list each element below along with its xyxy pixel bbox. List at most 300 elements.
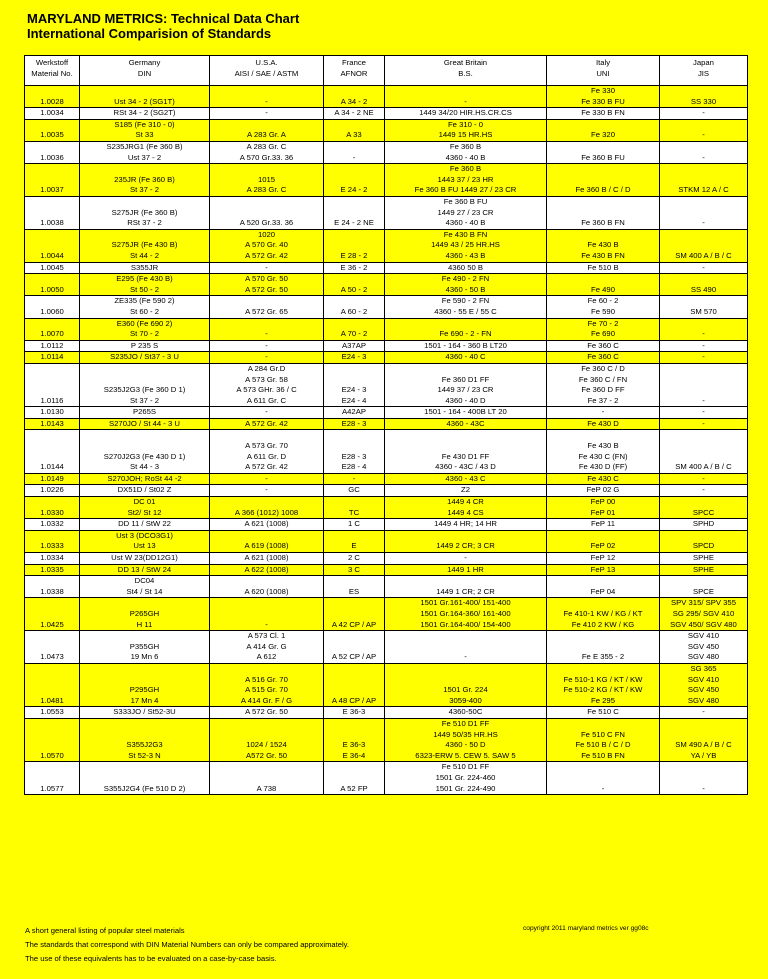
cell-line: 1449 50/35 HR.HS (433, 729, 498, 739)
cell-line: S235J2G3 (Fe 360 D 1) (103, 385, 186, 395)
cell-material-no (25, 108, 80, 120)
cell-gb-bs (385, 262, 547, 274)
table-row (25, 762, 748, 795)
cell-material-no (25, 418, 80, 430)
cell-germany-din (80, 407, 210, 419)
cell-usa-aisi (210, 119, 324, 141)
cell-line: SGV 480 (687, 695, 720, 705)
cell-line: Fe 510 B (587, 262, 619, 272)
cell-france-afnor (324, 119, 385, 141)
cell-line: St 44 - 2 (129, 250, 160, 260)
cell-japan-jis (660, 196, 748, 229)
cell-germany-din (80, 318, 210, 340)
cell-line: - (265, 340, 268, 350)
cell-line: Fe 510 C FN (580, 729, 625, 739)
cell-material-no (25, 530, 80, 552)
cell-line: 1501 Gr.161-400/ 151-400 (420, 598, 511, 608)
cell-japan-jis (660, 340, 748, 352)
cell-line: A 520 Gr.33. 36 (239, 218, 294, 228)
cell-gb-bs (385, 352, 547, 364)
cell-line: FeP 00 (590, 497, 616, 507)
cell-material-no (25, 598, 80, 631)
cell-usa-aisi (210, 196, 324, 229)
cell-gb-bs (385, 762, 547, 795)
cell-germany-din (80, 274, 210, 296)
cell-material-no (25, 430, 80, 473)
cell-line: St 52-3 N (128, 750, 161, 760)
cell-line: P265S (132, 407, 157, 417)
cell-line: 1449 4 HR; 14 HR (434, 519, 497, 529)
cell-line: SM 490 A / B / C (675, 740, 732, 750)
cell-line: 1.0226 (40, 485, 64, 495)
cell-material-no (25, 497, 80, 519)
cell-line: 4360 - 40 B (445, 218, 486, 228)
cell-line: E28 - 3 (341, 451, 367, 461)
cell-line: Fe 510-1 KG / KT / KW (563, 674, 643, 684)
cell-italy-uni (547, 119, 660, 141)
cell-usa-aisi (210, 519, 324, 531)
cell-line: 4360 - 50 B (445, 284, 486, 294)
cell-line: 1.0034 (40, 108, 64, 118)
cell-gb-bs (385, 296, 547, 318)
cell-line: - (702, 130, 705, 140)
cell-line: Fe 360 D FF (581, 385, 625, 395)
cell-germany-din (80, 485, 210, 497)
cell-germany-din (80, 631, 210, 664)
cell-line: E24 - 4 (341, 395, 367, 405)
cell-usa-aisi (210, 418, 324, 430)
cell-usa-aisi (210, 598, 324, 631)
cell-line: SM 400 A / B / C (675, 250, 732, 260)
cell-line: 1.0045 (40, 262, 64, 272)
cell-line: A 572 Gr. 42 (245, 418, 288, 428)
cell-line: 1.0037 (40, 185, 64, 195)
table-row (25, 86, 748, 108)
cell-line: - (464, 96, 467, 106)
cell-japan-jis (660, 564, 748, 576)
cell-line: St 37 - 2 (129, 395, 160, 405)
cell-line: A 621 (1008) (244, 553, 289, 563)
cell-japan-jis (660, 418, 748, 430)
cell-line: Fe 510 D1 FF (441, 762, 490, 772)
col-header-japan: Japan JIS (660, 56, 748, 86)
cell-germany-din (80, 363, 210, 406)
cell-line: 4360 - 40 D (445, 395, 486, 405)
cell-line: RSt 34 - 2 (SG2T) (113, 108, 176, 118)
cell-line: Ust 3 (DCO3G1) (116, 530, 173, 540)
cell-line: Fe 510 C (587, 707, 619, 717)
table-row (25, 274, 748, 296)
cell-germany-din (80, 762, 210, 795)
cell-line: Fe 690 - 2 - FN (439, 329, 492, 339)
cell-line: A 42 CP / AP (331, 619, 377, 629)
cell-line: 1.0130 (40, 407, 64, 417)
cell-line: 1.0035 (40, 130, 64, 140)
cell-line: A 52 CP / AP (331, 652, 377, 662)
table-row (25, 718, 748, 761)
cell-line: S235JO / St37 - 3 U (110, 352, 179, 362)
cell-line: 1.0330 (40, 507, 64, 517)
cell-gb-bs (385, 663, 547, 706)
cell-germany-din (80, 430, 210, 473)
cell-germany-din (80, 196, 210, 229)
cell-line: FeP 11 (590, 519, 616, 529)
cell-line: - (702, 407, 705, 417)
cell-line: A 573 GHr. 36 / C (236, 385, 297, 395)
cell-italy-uni (547, 363, 660, 406)
cell-line: 1020 (257, 229, 276, 239)
cell-line: E 36 - 2 (340, 262, 368, 272)
cell-italy-uni (547, 497, 660, 519)
cell-line: SG 365 (690, 664, 717, 673)
col-header-werkstoff: Werkstoff Material No. (25, 56, 80, 86)
cell-france-afnor (324, 418, 385, 430)
cell-line: St 60 - 2 (129, 306, 160, 316)
cell-line: - (265, 108, 268, 118)
cell-line: GC (348, 485, 360, 495)
cell-line: A 572 Gr. 42 (245, 462, 288, 472)
cell-line: 3059-400 (449, 695, 482, 705)
cell-italy-uni (547, 318, 660, 340)
title-line-2: International Comparision of Standards (27, 26, 272, 41)
table-row (25, 497, 748, 519)
table-row (25, 430, 748, 473)
cell-line: A 414 Gr. F / G (240, 695, 293, 705)
cell-usa-aisi (210, 296, 324, 318)
cell-gb-bs (385, 196, 547, 229)
table-row (25, 598, 748, 631)
cell-line: 6323-ERW 5. CEW 5. SAW 5 (415, 750, 516, 760)
cell-gb-bs (385, 86, 547, 108)
cell-line: Fe 320 (591, 130, 615, 140)
table-row (25, 473, 748, 485)
col-header-germany: Germany DIN (80, 56, 210, 86)
cell-line: A 60 - 2 (340, 306, 368, 316)
cell-germany-din (80, 718, 210, 761)
cell-line: 1.0028 (40, 96, 64, 106)
cell-usa-aisi (210, 530, 324, 552)
cell-line: A 283 Gr. C (246, 185, 287, 195)
cell-italy-uni (547, 485, 660, 497)
table-row (25, 519, 748, 531)
cell-japan-jis (660, 229, 748, 262)
cell-germany-din (80, 141, 210, 163)
cell-line: 4360 50 B (447, 262, 484, 272)
cell-line: - (265, 473, 268, 483)
cell-japan-jis (660, 598, 748, 631)
cell-line: 1501 Gr. 224-490 (435, 783, 496, 793)
cell-line: SPHE (693, 564, 714, 574)
cell-line: Fe 510 B FN (581, 750, 625, 760)
cell-france-afnor (324, 473, 385, 485)
cell-line: - (601, 783, 605, 793)
cell-line: 1449 15 HR.HS (438, 130, 493, 140)
cell-line: A 612 (256, 652, 277, 662)
cell-japan-jis (660, 553, 748, 565)
cell-line: A 284 Gr.D (247, 363, 286, 373)
cell-usa-aisi (210, 141, 324, 163)
cell-line: E24 - 3 (341, 352, 367, 362)
table-row (25, 707, 748, 719)
cell-france-afnor (324, 340, 385, 352)
cell-line: Fe 360 B FN (581, 218, 625, 228)
cell-line: E295 (Fe 430 B) (116, 274, 173, 284)
cell-line: 17 Mn 4 (130, 695, 159, 705)
cell-material-no (25, 296, 80, 318)
cell-japan-jis (660, 296, 748, 318)
cell-france-afnor (324, 407, 385, 419)
cell-line: 4360 - 50 D (445, 740, 486, 750)
cell-japan-jis (660, 707, 748, 719)
cell-line: Fe E 355 - 2 (581, 652, 625, 662)
cell-italy-uni (547, 262, 660, 274)
cell-line: 1.0116 (40, 395, 64, 405)
cell-line: 1.0038 (40, 218, 64, 228)
cell-line: 1501 Gr. 224-460 (435, 772, 496, 782)
cell-line: FeP 01 (590, 507, 616, 517)
cell-line: DC 01 (133, 497, 156, 507)
cell-gb-bs (385, 553, 547, 565)
cell-japan-jis (660, 363, 748, 406)
cell-usa-aisi (210, 718, 324, 761)
cell-line: Fe 410-1 KW / KG / KT (563, 609, 643, 618)
cell-line: 1.0577 (40, 783, 64, 793)
cell-gb-bs (385, 718, 547, 761)
cell-france-afnor (324, 86, 385, 108)
cell-line: E28 - 3 (341, 418, 367, 428)
cell-line: 1501 Gr. 224 (443, 685, 488, 695)
cell-italy-uni (547, 598, 660, 631)
cell-italy-uni (547, 473, 660, 485)
cell-line: 4360 - 40 C (445, 352, 486, 362)
cell-line: 1.0335 (40, 564, 64, 574)
cell-line: 4360 - 43C (446, 418, 485, 428)
cell-line: SGV 450 (687, 641, 720, 651)
cell-line: A 52 FP (340, 783, 368, 793)
table-row (25, 340, 748, 352)
cell-line: A572 Gr. 50 (245, 750, 288, 760)
cell-line: 2 C (348, 553, 360, 563)
cell-material-no (25, 119, 80, 141)
cell-line: St 37 - 2 (129, 185, 160, 195)
cell-france-afnor (324, 598, 385, 631)
table-row (25, 564, 748, 576)
cell-usa-aisi (210, 262, 324, 274)
cell-line: 1449 1 CR; 2 CR (436, 586, 495, 596)
cell-line: SPV 315/ SPV 355 (671, 598, 736, 608)
cell-japan-jis (660, 485, 748, 497)
cell-line: RSt 37 - 2 (127, 218, 162, 228)
cell-line: A 572 Gr. 42 (245, 250, 288, 260)
cell-line: STKM 12 A / C (678, 185, 729, 195)
cell-usa-aisi (210, 663, 324, 706)
cell-usa-aisi (210, 485, 324, 497)
cell-italy-uni (547, 430, 660, 473)
cell-material-no (25, 164, 80, 197)
cell-gb-bs (385, 707, 547, 719)
cell-line: S270JOH; RoSt 44 -2 (107, 473, 182, 483)
cell-germany-din (80, 497, 210, 519)
cell-gb-bs (385, 485, 547, 497)
cell-line: A 573 Gr. 70 (245, 441, 288, 451)
cell-line: A 50 - 2 (340, 284, 368, 294)
cell-line: 1449 34/20 HIR.HS.CR.CS (419, 108, 512, 118)
cell-line: 1.0332 (40, 519, 64, 529)
cell-line: FeP 02 G (586, 485, 620, 495)
cell-line: E 36-3 (342, 740, 366, 750)
cell-line: DC04 (134, 576, 155, 586)
cell-line: - (265, 407, 268, 417)
cell-line: A 70 - 2 (340, 329, 368, 339)
cell-france-afnor (324, 296, 385, 318)
cell-japan-jis (660, 86, 748, 108)
cell-line: SGV 450/ SGV 480 (670, 619, 737, 629)
cell-japan-jis (660, 407, 748, 419)
table-row (25, 576, 748, 598)
cell-line: DD 11 / StW 22 (118, 519, 171, 529)
cell-line: A 34 - 2 NE (334, 108, 374, 118)
cell-japan-jis (660, 762, 748, 795)
cell-france-afnor (324, 553, 385, 565)
cell-material-no (25, 762, 80, 795)
title-line-1: MARYLAND METRICS: Technical Data Chart (27, 11, 300, 26)
cell-line: E (351, 541, 357, 551)
cell-line: Fe 360 B (449, 164, 482, 174)
cell-usa-aisi (210, 407, 324, 419)
cell-line: A 611 Gr. C (246, 395, 287, 405)
cell-france-afnor (324, 430, 385, 473)
cell-line: FeP 02 (590, 541, 616, 551)
cell-line: Fe 510 D1 FF (441, 718, 490, 728)
cell-line: S355J2G3 (126, 740, 163, 750)
cell-line: SG 295/ SGV 410 (672, 609, 735, 618)
cell-line: 1.0338 (40, 586, 64, 596)
cell-line: A 570 Gr.33. 36 (239, 152, 294, 162)
cell-france-afnor (324, 530, 385, 552)
cell-line: Fe 360 B FU (581, 152, 625, 162)
cell-germany-din (80, 418, 210, 430)
cell-france-afnor (324, 352, 385, 364)
cell-line: A 34 - 2 (340, 96, 368, 106)
cell-line: FeP 04 (590, 586, 616, 596)
cell-line: 1501 - 164 - 400B LT 20 (424, 407, 507, 417)
cell-material-no (25, 363, 80, 406)
cell-material-no (25, 274, 80, 296)
cell-line: 4360 - 55 E / 55 C (434, 306, 497, 316)
cell-usa-aisi (210, 631, 324, 664)
table-row (25, 318, 748, 340)
cell-usa-aisi (210, 497, 324, 519)
cell-line: Fe 430 B FN (581, 250, 625, 260)
cell-japan-jis (660, 718, 748, 761)
table-row (25, 196, 748, 229)
cell-line: 4360 - 43C / 43 D (435, 462, 496, 472)
cell-line: E 36-3 (342, 707, 366, 717)
cell-germany-din (80, 108, 210, 120)
cell-line: - (702, 473, 705, 483)
cell-gb-bs (385, 318, 547, 340)
cell-germany-din (80, 663, 210, 706)
cell-germany-din (80, 164, 210, 197)
cell-line: 4360-50C (448, 707, 483, 717)
cell-line: SPCC (692, 507, 715, 517)
table-row (25, 363, 748, 406)
cell-line: A 33 (346, 130, 362, 140)
cell-line: SPHE (693, 553, 714, 563)
cell-line: Fe 360 B FU (443, 196, 488, 206)
cell-line: Fe 430 B (587, 441, 619, 451)
cell-france-afnor (324, 497, 385, 519)
cell-usa-aisi (210, 473, 324, 485)
cell-line: Fe 360 B FU 1449 27 / 23 CR (414, 185, 517, 195)
cell-germany-din (80, 262, 210, 274)
cell-line: Fe 690 (591, 329, 615, 339)
cell-france-afnor (324, 564, 385, 576)
cell-gb-bs (385, 340, 547, 352)
cell-material-no (25, 707, 80, 719)
cell-germany-din (80, 296, 210, 318)
cell-line: Fe 430 D1 FF (441, 451, 490, 461)
cell-japan-jis (660, 274, 748, 296)
cell-gb-bs (385, 418, 547, 430)
cell-line: SPCD (692, 541, 715, 551)
copyright: copyright 2011 maryland metrics ver gg08c (523, 925, 649, 932)
cell-germany-din (80, 352, 210, 364)
cell-line: Fe 37 - 2 (587, 395, 619, 405)
table-row (25, 164, 748, 197)
cell-italy-uni (547, 407, 660, 419)
cell-line: S270JO / St 44 - 3 U (109, 418, 180, 428)
cell-line: 3 C (348, 564, 360, 574)
footer-note-2: The standards that correspond with DIN Material Numbers can only be compared approximately. (25, 940, 350, 949)
cell-line: Fe 360 C / FN (578, 374, 628, 384)
cell-italy-uni (547, 86, 660, 108)
cell-line: Fe 360 C (587, 340, 619, 350)
cell-line: - (601, 407, 605, 417)
table-row (25, 141, 748, 163)
cell-line: St 44 - 3 (129, 462, 160, 472)
cell-line: Fe 360 B (449, 141, 482, 151)
cell-italy-uni (547, 663, 660, 706)
cell-line: S270J2G3 (Fe 430 D 1) (103, 451, 186, 461)
cell-line: Fe 430 B (587, 240, 619, 250)
cell-line: Fe 590 - 2 FN (441, 296, 490, 306)
cell-line: A 48 CP / AP (331, 695, 377, 705)
cell-line: 1.0553 (40, 707, 64, 717)
cell-japan-jis (660, 119, 748, 141)
table-row (25, 553, 748, 565)
cell-line: - (702, 218, 705, 228)
cell-line: E360 (Fe 690 2) (116, 318, 173, 328)
cell-line: Fe 510 B / C / D (575, 740, 631, 750)
cell-japan-jis (660, 108, 748, 120)
cell-line: - (352, 152, 356, 162)
col-header-usa: U.S.A. AISI / SAE / ASTM (210, 56, 324, 86)
cell-line: A 283 Gr. C (246, 141, 287, 151)
cell-material-no (25, 519, 80, 531)
cell-usa-aisi (210, 363, 324, 406)
cell-line: - (702, 418, 705, 428)
cell-line: P 235 S (130, 340, 159, 350)
table-body (25, 86, 748, 795)
cell-line: - (265, 329, 268, 339)
cell-italy-uni (547, 108, 660, 120)
cell-line: A 570 Gr. 40 (245, 240, 288, 250)
cell-line: FeP 12 (590, 553, 616, 563)
cell-italy-uni (547, 141, 660, 163)
cell-gb-bs (385, 430, 547, 473)
cell-line: 1.0114 (40, 352, 64, 362)
